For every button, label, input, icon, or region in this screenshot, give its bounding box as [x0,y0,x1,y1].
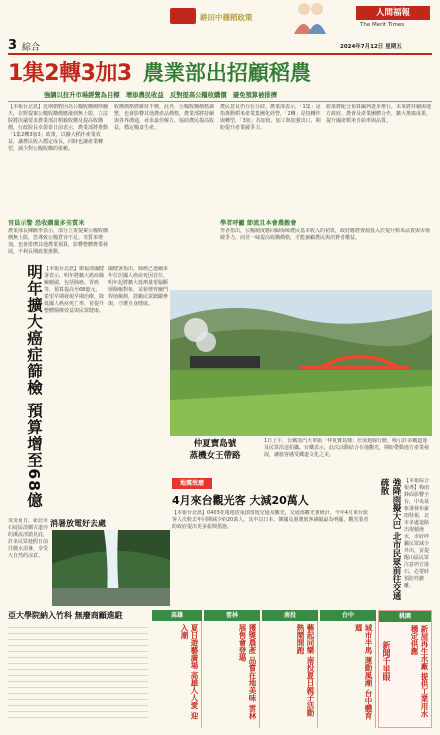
tourism-tag: 地震效應 [172,478,212,489]
tourism-headline: 4月來台觀光客 大減20萬人 [172,494,309,507]
couple-illustration [290,0,330,34]
regional-col-1 [204,610,260,728]
top-banner-text: 耕田中種稻政策 [200,13,253,22]
issue-date: 2024年7月12日 星期五 [340,44,402,50]
tour-section-text: 學者指出，公糧制度應回歸保障農民基本收入的初衷，政府應將資源投入於提升稻米品質與市場競爭力，而非一味提高收購價格，才能兼顧農民與消費者權益。 [220,228,431,241]
paper-name: 人間福報 [356,6,430,20]
top-banner [170,4,290,34]
section-number: 3 [8,38,18,53]
region-headline-taichung: 城市半馬 運動風潮 台中體育週 [354,624,373,720]
banner-logo-icon [170,8,196,24]
tourism-text: 【本報台北訊】0403花蓮地震重創當地交通及觀光，交通部觀光署統計，今年4月來台旅客人次較去年同期減少約20萬人，其中以日本、韓國及港澳旅客減幅最為明顯，觀光業者盼政府提出更多振興措施。 [172,510,369,530]
regional-col-3 [320,610,376,728]
train-caption-text: 1日上午，台鐵蒸汽火車頭「仲夏寶島號」於南迴線行駛，吸引許多鐵道迷及民眾沿途拍攝。台鐵表示，此次活動結合在地觀光，期盼帶動地方產業發展，讓旅客感受鐵道文化之美。 [264,438,430,458]
campus-text-block [8,622,148,722]
region-headline-yunlin: 獲獎農產 品嘗在地美味 雲林展售會登場 [238,624,257,720]
main-article-col3: 農民意見仍存在分歧。農業部表示，「1集」是指推動稻米產業集團化經營，「2轉」是指轉作與轉型，「3加」為加值、加工與加強出口，期盼提升產業競爭力。 [220,104,321,131]
tour-section-title: 學者呼籲 節流且本會農穀會 [220,220,297,227]
regional-col-2 [262,610,318,728]
region-tag-kaohsiung: 高雄 [152,610,202,621]
official-section-title: 官員示警 恐收購量多劣質米 [8,220,85,227]
waterfall-photo [52,530,170,606]
region-tag-taoyuan: 桃園 [379,611,431,622]
main-article-col4: 政策將配合預算編列逐步推行，未來將持續與地方政府、農會及產業團體合作，擴大推廣成果，提升國產稻米自給率與品質。 [326,104,432,124]
train-caption-title: 仲夏寶島號 蒸機女王帶路 [189,439,241,461]
cancer-screening-headline: 明年擴大癌症篩檢 預算增至68億 [25,264,43,509]
region-headline-nantou: 藝起同樂 南投夏日親子活動 熱鬧開跑 [296,624,315,717]
headline-green: 農業部出招顧稻農 [142,61,311,85]
region-headline-kaohsiung: 夏日遊藝廣場 高雄人人愛 迎入潮 [180,624,199,720]
main-article-lead: 【本報台北訊】近期朝野因為公糧收購價吵翻天，在野提案公糧收購價應漲到無上限，立法院將決議要求農業部訂稻穀收購及提高收購價，行政院長卓榮泰日前表示，農業部將推動「1集2轉3加3」政策，以擴大稻作產業效益，讓農民收入穩定成長，同時也讓產業轉型，減少對公糧收購的依賴。 [8,104,109,152]
subhead-rule [8,101,432,102]
regional-col-0 [152,610,202,728]
subhead: 強調以拉升市場經營為目標 增添農民收益 反對提高公糧收購價 避免預算被排擠 [44,92,277,99]
small-photo-caption: 炎炎夏日，新北市石碇區淡蘭古道旁的溪流清澈見底，許多民眾趁假日前往戲水消暑，享受大自然的涼意。 [8,518,48,559]
region-headline-taoyuan: 新屋再生水廠 提供工業用水 穩定供應 [410,625,429,718]
section-label: 綜合 [22,43,41,53]
campus-headline: 亞大學院納入竹科 無廢商顧進駐 [8,611,123,620]
weather-headline: 強降雨擬大巴 北市民眾前往交通疏散 [379,478,401,600]
cancer-screening-text: 【本報台北訊】衛福部國健署表示，明年將擴大癌症篩檢範圍，包括肺癌、胃癌等，預算提高至68億元，希望早期發現早期治療，降低國人癌症死亡率，並提升整體醫療效益與民眾健康。 [44,266,104,314]
region-tag-yunlin: 雲林 [204,610,260,621]
main-headline [8,56,432,88]
paper-name-en: The Merit Times [360,22,405,28]
main-article-col2: 收購價格將維持不變。此外，公糧收購價格調整，也會影響其他農產品價格，農業部將持續與各界溝通，尋求最佳解方，協助農民提高收益，穩定糧食生產。 [114,104,215,131]
news-radar-label: 新聞千里眼 [382,641,391,681]
train-photo [170,290,432,436]
weather-text: 【本報綜合報導】梅雨鋒面影響全台，中央氣象署發布豪雨特報，北市多處道路出現積淹水，市府呼籲民眾減少外出，並提醒山區民眾注意坍方落石，必要時預防性撤離。 [404,478,430,589]
masthead-rule [8,53,432,55]
region-tag-taichung: 台中 [320,610,376,621]
headline-red: 1集2轉3加3 [8,61,132,86]
regional-col-4 [378,610,432,728]
cancer-screening-text2: 國健署指出，肺癌已連續多年位居國人癌症死因首位，明年起將擴大低劑量電腦斷層篩檢對象，並新增胃幽門桿菌檢測，鼓勵民眾踴躍參與，守護自身健康。 [108,266,168,307]
small-photo-title: 消暑放電好去處 [50,519,106,528]
official-section-text: 農業部長陳駿季表示，部分立委提案公糧收購價無上限，恐導致公糧倉容不足、劣質米增加，也會排擠其他農業預算，影響整體農業發展，不利長期政策推動。 [8,228,109,255]
regional-strip [152,610,432,728]
region-tag-nantou: 南投 [262,610,318,621]
